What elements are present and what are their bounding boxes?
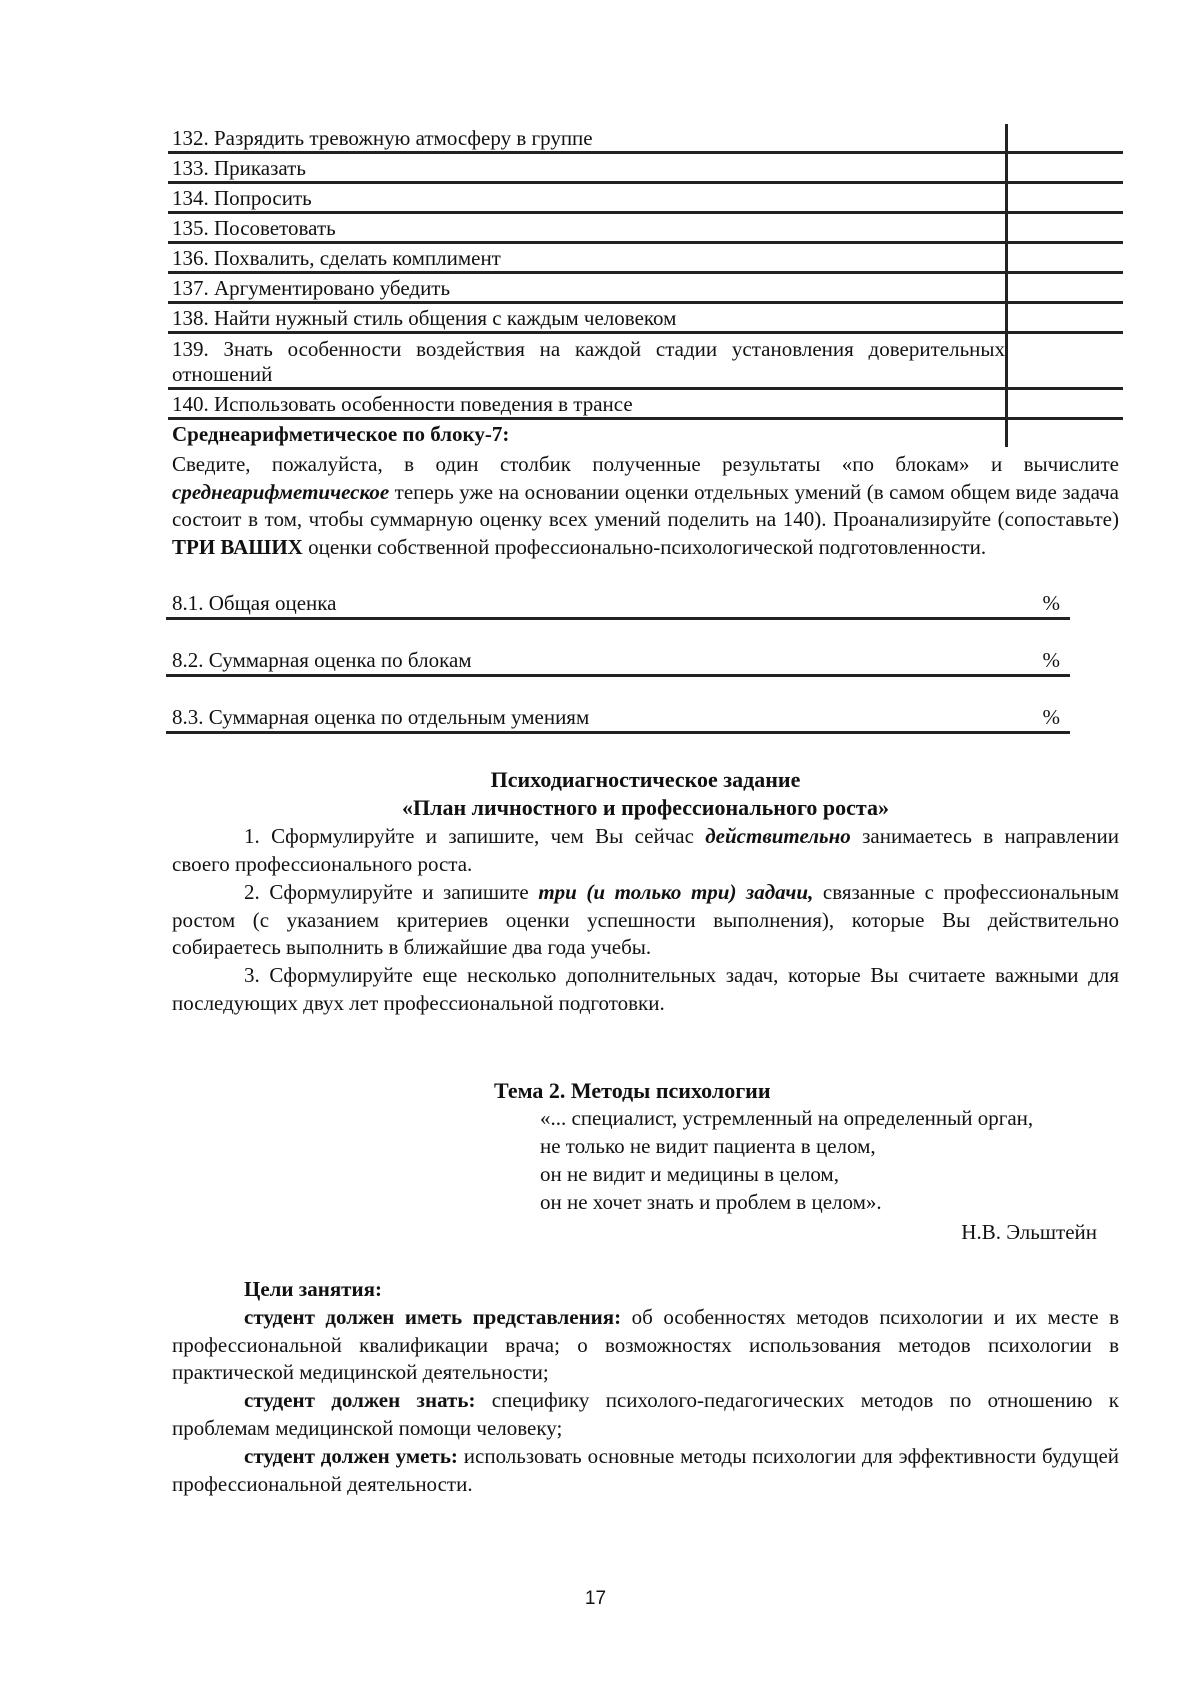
page-number: 17 xyxy=(584,1588,607,1609)
score-label: 8.1. Общая оценка xyxy=(172,591,337,615)
score-line-general xyxy=(166,590,1070,620)
score-label: 8.2. Суммарная оценка по блокам xyxy=(172,648,472,672)
average-row xyxy=(168,419,1123,448)
score-line-skills xyxy=(166,704,1070,734)
table-row xyxy=(168,183,1123,213)
instruction-emphasis: среднеарифметическое xyxy=(172,479,390,504)
epigraph-author: Н.В. Эльштейн xyxy=(961,1220,1097,1244)
skill-text: 136. Похвалить, сделать комплимент xyxy=(168,243,1007,273)
instruction-text: оценки собственной профессионально-психологической подготовленности. xyxy=(302,534,987,559)
task-text: занимаетесь в направлении своего профессионального роста. xyxy=(172,824,1119,876)
skill-score-cell xyxy=(1007,389,1124,419)
skill-text: 133. Приказать xyxy=(168,153,1007,183)
table-row xyxy=(168,243,1123,273)
goal-text: использовать основные методы психологии для эффективности будущей профессиональной деятельности. xyxy=(172,1444,1120,1496)
epigraph-line: не только не видит пациента в целом, xyxy=(540,1134,876,1158)
skill-score-cell xyxy=(1007,213,1124,243)
task-text: 1. Сформулируйте и запишите, чем Вы сейчас xyxy=(244,824,706,848)
epigraph-line: он не видит и медицины в целом, xyxy=(540,1162,839,1186)
table-row xyxy=(168,273,1123,303)
skill-text: 132. Разрядить тревожную атмосферу в группе xyxy=(168,124,1007,153)
score-line-blocks xyxy=(166,647,1070,677)
task-emphasis: три (и только три) задачи, xyxy=(538,880,814,904)
goal-text: об особенностях методов психологии и их месте в профессиональной квалификации врача; о возможностях использования методов психологии в практической медицинской деятельности; xyxy=(172,1305,1119,1384)
table-row xyxy=(168,124,1123,153)
skill-score-cell xyxy=(1007,153,1124,183)
table-row xyxy=(168,213,1123,243)
task-title xyxy=(172,766,1119,822)
task-text: связанные с профессиональным ростом (с указанием критериев оценки успешности выполнения), которые Вы действительно собираетесь выполнить в ближайшие два года учебы. xyxy=(172,880,1119,959)
average-score-cell xyxy=(1007,419,1124,448)
task-item-3: 3. Сформулируйте еще несколько дополнительных задач, которые Вы считаете важными для последующих двух лет профессиональной подготовки. xyxy=(172,963,1119,1015)
epigraph xyxy=(540,1104,1033,1216)
skills-table xyxy=(168,124,1123,447)
goal-text: специфику психолого-педагогических методов по отношению к проблемам медицинской помощи человеку; xyxy=(172,1388,1119,1440)
skill-score-cell xyxy=(1007,183,1124,213)
skill-text: 137. Аргументировано убедить xyxy=(168,273,1007,303)
goal-able xyxy=(172,1443,1119,1498)
average-label: Среднеарифметическое по блоку-7: xyxy=(172,422,510,446)
goal-label: студент должен иметь представления: xyxy=(244,1305,622,1329)
goal-label: студент должен уметь: xyxy=(244,1444,458,1468)
goals-title: Цели занятия: xyxy=(244,1277,382,1301)
skill-score-cell xyxy=(1007,243,1124,273)
task-title-line: Психодиагностическое задание xyxy=(490,767,801,792)
score-label: 8.3. Суммарная оценка по отдельным умениям xyxy=(172,705,590,729)
epigraph-line: он не хочет знать и проблем в целом». xyxy=(540,1190,882,1214)
skill-text: 139. Знать особенности воздействия на каждой стадии установления доверительных отношений xyxy=(168,333,1007,389)
task-item-1 xyxy=(172,823,1119,878)
task-text: 2. Сформулируйте и запишите xyxy=(244,880,539,904)
skill-text: 134. Попросить xyxy=(168,183,1007,213)
instruction-text: Сведите, пожалуйста, в один столбик полученные результаты «по блокам» и вычислите xyxy=(172,452,1119,476)
table-row xyxy=(168,389,1123,419)
skill-text: 138. Найти нужный стиль общения с каждым человеком xyxy=(168,303,1007,333)
goal-label: студент должен знать: xyxy=(244,1388,476,1412)
skill-text: 140. Использовать особенности поведения в трансе xyxy=(168,389,1007,419)
skill-score-cell xyxy=(1007,333,1124,389)
task-item-2 xyxy=(172,879,1119,962)
skill-score-cell xyxy=(1007,124,1124,153)
score-unit: % xyxy=(1042,705,1060,729)
instruction-text: теперь уже на основании оценки отдельных умений (в самом общем виде задача состоит в том, чтобы суммарную оценку всех умений поделить на 140). Проанализируйте (сопоставьте) xyxy=(172,479,1119,531)
epigraph-line: «... специалист, устремленный на определенный орган, xyxy=(540,1106,1034,1130)
table-row xyxy=(168,303,1123,333)
goal-know xyxy=(172,1387,1119,1442)
skill-score-cell xyxy=(1007,303,1124,333)
skill-text: 135. Посоветовать xyxy=(168,213,1007,243)
skill-score-cell xyxy=(1007,273,1124,303)
task-emphasis: действительно xyxy=(705,824,851,848)
score-unit: % xyxy=(1042,648,1060,672)
table-row xyxy=(168,153,1123,183)
table-row xyxy=(168,333,1123,389)
instruction-emphasis: ТРИ ВАШИХ xyxy=(172,534,303,559)
instruction-paragraph xyxy=(172,451,1119,561)
score-unit: % xyxy=(1042,591,1060,615)
task-title-line: «План личностного и профессионального роста» xyxy=(401,795,889,820)
goal-represent xyxy=(172,1304,1119,1387)
topic-title: Тема 2. Методы психологии xyxy=(494,1078,771,1103)
